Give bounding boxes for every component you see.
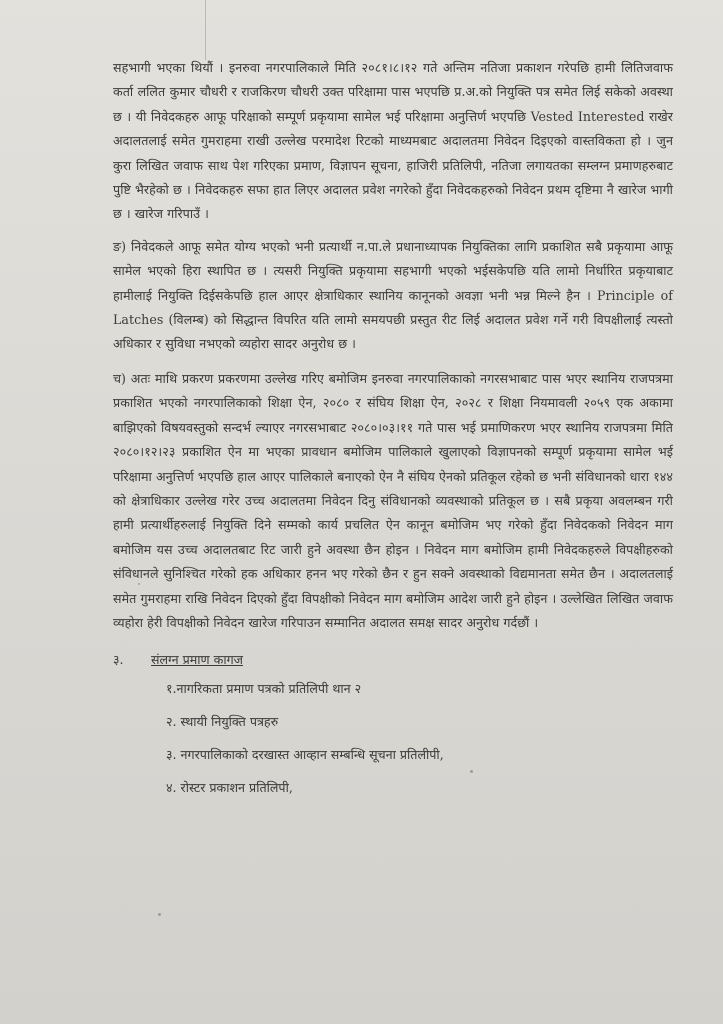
list-item: ३. नगरपालिकाको दरखास्त आव्हान सम्बन्धि सूचना प्रतिलीपी, <box>166 747 444 763</box>
paper-speck <box>158 913 161 916</box>
document-body <box>113 56 673 811</box>
list-item: ४. रोस्टर प्रकाशन प्रतिलिपी, <box>166 780 293 796</box>
paragraph-nga: ङ) निवेदकले आफू समेत योग्य भएको भनी प्रत्यार्थी न.पा.ले प्रधानाध्यापक नियुक्तिका लागि प्रकाशित सबै प्रकृयामा आफू सामेल भएको हिरा स्थापित छ । त्यसरी नियुक्ति प्रकृयामा सहभागी भएको भईसकेपछि यति लामो निर्धारित प्रकृयाबाट हामीलाई नियुक्ति दिईसकेपछि हाल आएर क्षेत्राधिकार स्थानिय कानूनको अवज्ञा भनी भन्न मिल्ने हैन । Principle of Latches (विलम्ब) को सिद्धान्त विपरित यति लामो समयपछी प्रस्तुत रीट लिई अदालत प्रवेश गर्ने गरी विपक्षीलाई त्यस्तो अधिकार र सुविधा नभएको व्यहोरा सादर अनुरोध छ । <box>113 238 673 352</box>
section-number: ३. <box>113 652 124 668</box>
section-title: संलग्न प्रमाण कागज <box>151 652 244 668</box>
list-item: २. स्थायी नियुक्ति पत्रहरु <box>166 714 279 730</box>
list-item: १.नागरिकता प्रमाण पत्रको प्रतिलिपी थान २ <box>166 681 362 697</box>
paper-crease <box>205 0 206 60</box>
paragraph-cha: च) अतः माथि प्रकरण प्रकरणमा उल्लेख गरिए बमोजिम इनरुवा नगरपालिकाको नगरसभाबाट पास भएर स्थानिय राजपत्रमा प्रकाशित भएको नगरपालिकाको शिक्षा ऐन, २०८० र संघिय शिक्षा ऐन, २०२८ र शिक्षा नियमावली २०५९ एक अकामा बाझिएको विषयवस्तुको सन्दर्भ ल्याएर नगरसभाबाट २०८०।०३।११ गते पास भई प्रमाणिकरण भएर स्थानिय राजपत्रमा मिति २०८०।१२।२३ प्रकाशित ऐन मा भएका प्रावधान बमोजिम पालिकाले खुलाएको विज्ञापनको सम्पूर्ण प्रकृयामा सामेल भई परिक्षामा अनुत्तिर्ण भएपछि हाल आएर पालिकाले बनाएको ऐन नै संघिय ऐनको प्रतिकूल रहेको छ भनी संविधानको धारा १४४ को क्षेत्राधिकार उल्लेख गरेर उच्च अदालतमा निवेदन दिनु संविधानको व्यवस्थाको प्रतिकूल छ । सबै प्रकृया अवलम्बन गरी हामी प्रत्यार्थीहरुलाई नियुक्ति दिने सम्मको कार्य प्रचलित ऐन कानून बमोजिम भए गरेको हुँदा निवेदकको निवेदन माग बमोजिम यस उच्च अदालतबाट रिट जारी हुने अवस्था छैन होइन । निवेदन माग बमोजिम हामी निवेदकहरुले विपक्षीहरुको संविधानले सुनिश्चित गरेको हक अधिकार हनन भए गरेको छैन र हुन सक्ने अवस्थाको विद्यमानता समेत छैन । अदालतलाई समेत गुमराहमा राखि निवेदन दिएको हुँदा विपक्षीको निवेदन माग बमोजिम आदेश जारी हुने होइन । उल्लेखित लिखित जवाफ व्यहोरा हेरी विपक्षीको निवेदन खारेज गरिपाउन सम्मानित अदालत समक्ष सादर अनुरोध गर्दछौं । <box>113 370 673 630</box>
paragraph-continuation: सहभागी भएका थियौं । इनरुवा नगरपालिकाले मिति २०८१।८।१२ गते अन्तिम नतिजा प्रकाशन गरेपछि हामी लितिजवाफ कर्ता ललित कुमार चौधरी र राजकिरण चौधरी उक्त परिक्षामा पास भएपछि प्र.अ.को नियुक्ति पत्र समेत लिई सकेको अवस्था छ । यी निवेदकहरु आफू परिक्षाको सम्पूर्ण प्रकृयामा सामेल भई परिक्षामा अनुत्तिर्ण भएपछि Vested Interested राखेर अदालतलाई समेत गुमराहमा राखी उल्लेख परमादेश रिटको माध्यमबाट अदालतमा निवेदन दिइएको वास्तविकता हो । जुन कुरा लिखित जवाफ साथ पेश गरिएका प्रमाण, विज्ञापन सूचना, हाजिरी प्रतिलिपी, नतिजा लगायतका सम्लग्न प्रमाणहरुबाट पुष्टि भैरहेको छ । निवेदकहरु सफा हात लिएर अदालत प्रवेश नगरेको हुँदा निवेदकहरुको निवेदन प्रथम दृष्टिमा नै खारेज भागी छ । खारेज गरिपाउँ । <box>113 60 673 222</box>
attachments-list <box>113 679 673 798</box>
attachments-heading <box>113 649 673 671</box>
